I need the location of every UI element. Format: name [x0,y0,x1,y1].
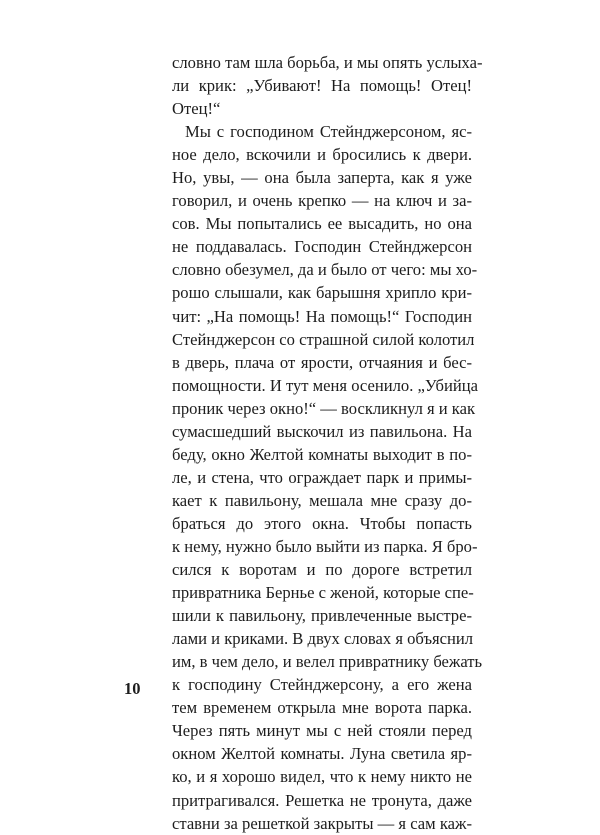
text-line: к господину Стейнджерсону, а его жена [172,675,472,695]
text-line: рошо слышали, как барышня хрипло кри- [172,283,472,303]
text-line: словно там шла борьба, и мы опять услыха- [172,53,483,72]
text-line: словно обезумел, да и было от чего: мы хо- [172,260,478,280]
text-line: сился к воротам и по дороге встретил [172,560,472,580]
text-line: не поддавалась. Господин Стейнджерсон [172,237,472,257]
paragraph [172,120,483,834]
paragraph [172,51,483,120]
text-line: помощности. И тут меня осенило. „Убийца [172,375,479,395]
text-line: ли крик: „Убивают! На помощь! Отец! [172,76,472,96]
text-line: в дверь, плача от ярости, отчаяния и бес- [172,352,472,372]
text-line: Отец!“ [172,99,221,119]
text-line: Через пять минут мы с ней стояли перед [172,721,472,741]
text-line: браться до этого окна. Чтобы попасть [172,513,472,533]
text-line: Стейнджерсон со страшной силой колотил [172,329,475,349]
text-line: сов. Мы попытались ее высадить, но она [172,214,472,234]
text-line: им, в чем дело, и велел привратнику бежать [172,652,483,672]
text-line: ле, и стена, что ограждает парк и примы- [172,467,472,487]
text-line: тем временем открыла мне ворота парка. [172,698,472,718]
text-line: к нему, нужно было выйти из парка. Я бро- [172,536,478,556]
text-line: ко, и я хорошо видел, что к нему никто не [172,767,472,787]
text-line: чит: „На помощь! На помощь!“ Господин [172,306,472,326]
text-line: ставни за решеткой закрыты — я сам каж- [172,813,472,833]
text-line: окном Желтой комнаты. Луна светила яр- [172,744,472,764]
text-line: лами и криками. В двух словах я объяснил [172,629,474,649]
text-line: шили к павильону, привлеченные выстре- [172,606,472,626]
text-line: привратника Бернье с женой, которые спе- [172,583,474,603]
text-line: сумасшедший выскочил из павильона. На [172,421,472,441]
text-line: говорил, и очень крепко — на ключ и за- [172,191,472,211]
text-line: кает к павильону, мешала мне сразу до- [172,490,472,510]
page-number: 10 [124,679,141,698]
body-text [172,51,483,835]
text-line: проник через окно!“ — воскликнул я и как [172,398,476,418]
text-line: ное дело, вскочили и бросились к двери. [172,145,472,165]
text-line: Мы с господином Стейнджерсоном, яс- [185,122,472,142]
text-line: беду, окно Желтой комнаты выходит в по- [172,444,472,464]
text-line: притрагивался. Решетка не тронута, даже [172,790,472,810]
text-line: Но, увы, — она была заперта, как я уже [172,168,472,188]
